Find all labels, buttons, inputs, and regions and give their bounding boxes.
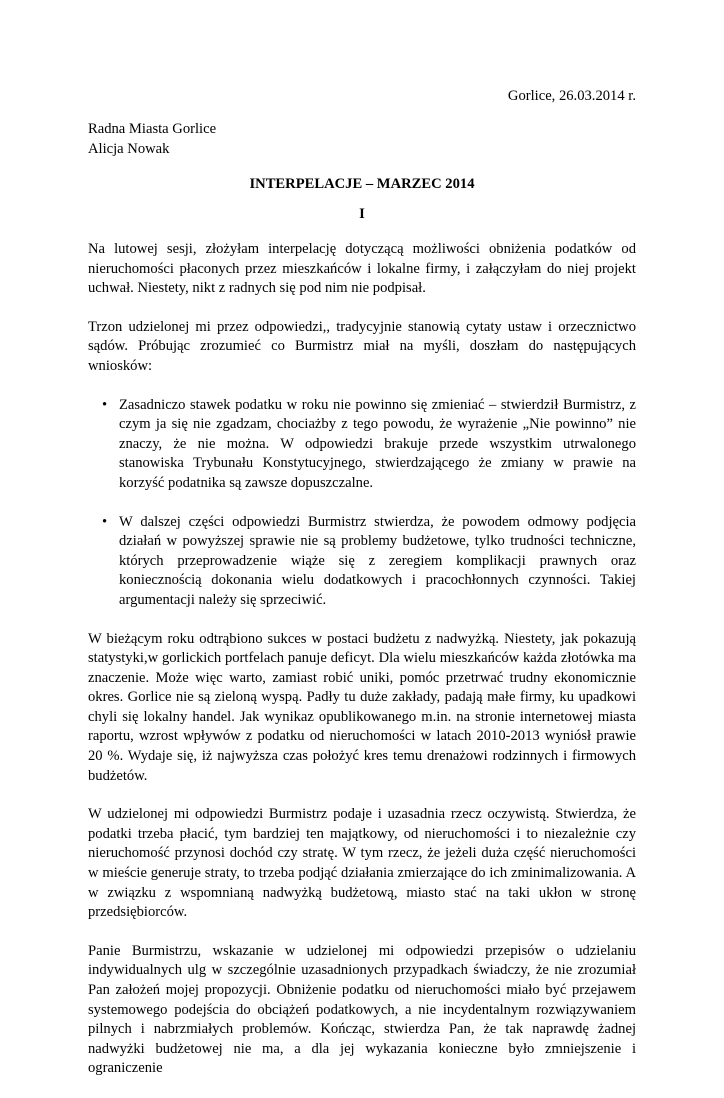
list-item (88, 396, 636, 494)
paragraph-taxes: W udzielonej mi odpowiedzi Burmistrz podaje i uzasadnia rzecz oczywistą. Stwierdza, że podatki trzeba płacić, tym bardziej ten majątkowy, od nieruchomości i to niezależnie czy nieruchomość przynosi dochód czy stratę. W tym rzecz, że jeżeli duża część nieruchomości w mieście generuje straty, to trzeba podjąć działania zmierzające do ich zminimalizowania. A w związku z wspomnianą nadwyżką budżetową, miasto stać na taki ukłon w stronę przedsiębiorców. (88, 806, 636, 921)
list-item (88, 513, 636, 611)
paragraph-budget: W bieżącym roku odtrąbiono sukces w postaci budżetu z nadwyżką. Niestety, jak pokazują statystyki,w gorlickich portfelach panuje deficyt. Dla wielu mieszkańców każda złotówka ma znaczenie. Może więc warto, zamiast robić uniki, pomóc przetrwać trudny ekonomicznie okres. Gorlice nie są zieloną wyspą. Padły tu duże zakłady, padają małe firmy, ku upadkowi chyli się lokalny handel. Jak wynikaz opublikowanego m.in. na stronie internetowej miasta raportu, wzrost wpływów z podatku od nieruchomości w latach 2010-2013 wyniósł prawie 20 %. Wydaje się, iż najwyższa czas położyć kres temu drenażowi rodzinnych i firmowych budżetów. (88, 630, 636, 784)
paragraph-mayor: Panie Burmistrzu, wskazanie w udzielonej mi odpowiedzi przepisów o udzielaniu indywidualnych ulg w szczególnie uzasadnionych przypadkach świadczy, że nie zrozumiał Pan założeń mojej propozycji. Obniżenie podatku od nieruchomości miało być przejawem systemowego podejścia do obciążeń podatkowych, a nie incydentalnym rozwiązywaniem pilnych i nabrzmiałych problemów. Kończąc, stwierdza Pan, że tak naprawdę żadnej nadwyżki budżetowej nie ma, a dla jej wykazania konieczne było zmniejszenie i ograniczenie (88, 942, 636, 1077)
list-item-text: Zasadniczo stawek podatku w roku nie powinno się zmieniać – stwierdził Burmistrz, z czym ja się nie zgadzam, chociażby z tego powodu, że wyrażenie „Nie powinno” nie znaczy, że nie można. W odpowiedzi brakuje przede wszystkim utrwalonego stanowiska Trybunału Konstytucyjnego, stwierdzającego że zmiany w prawie na korzyść podatnika są zawsze dopuszczalne. (119, 396, 636, 491)
paragraph-intro: Na lutowej sesji, złożyłam interpelację dotyczącą możliwości obniżenia podatków od nieruchomości płaconych przez mieszkańców i lokalne firmy, i załączyłam do niej projekt uchwał. Niestety, nikt z radnych się pod nim nie podpisał. (88, 241, 636, 297)
author-name: Alicja Nowak (88, 140, 170, 157)
author-role: Radna Miasta Gorlice (88, 121, 217, 137)
list-item-text: W dalszej części odpowiedzi Burmistrz stwierdza, że powodem odmowy podjęcia działań w powyższej sprawie nie są problemy budżetowe, tylko trudności techniczne, których przeprowadzenie wiąże się z zeregiem komplikacji prawnych oraz koniecznością dokonania wielu dodatkowych i pracochłonnych czynności. Takiej argumentacji należy się sprzeciwić. (119, 513, 636, 608)
paragraph-conclusions-lead: Trzon udzielonej mi przez odpowiedzi,, tradycyjnie stanowią cytaty ustaw i orzecznictwo sądów. Próbując zrozumieć co Burmistrz miał na myśli, doszłam do następujących wniosków: (88, 318, 636, 374)
place-and-date: Gorlice, 26.03.2014 r. (507, 88, 636, 104)
bullet-icon: • (102, 396, 108, 413)
bullet-icon: • (102, 513, 108, 530)
section-number: I (359, 206, 365, 222)
conclusions-list (88, 396, 636, 611)
document-title: INTERPELACJE – MARZEC 2014 (249, 176, 475, 192)
author-block (88, 120, 216, 159)
document-body (88, 240, 636, 1098)
